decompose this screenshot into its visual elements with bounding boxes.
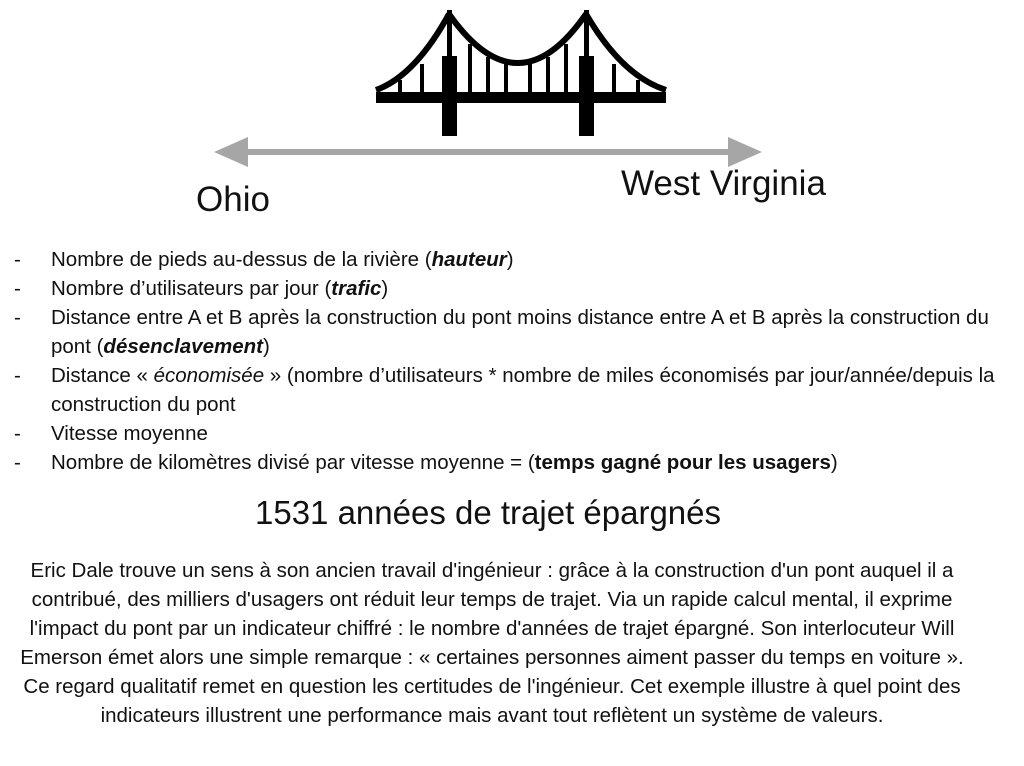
body-paragraph: Eric Dale trouve un sens à son ancien travail d'ingénieur : grâce à la construction d'un pont auquel il a contribué, des milliers d'usagers ont réduit leur temps de trajet. Via un rapide calcul mental, il exprime l'impact du pont par un indicateur chiffré : le nombre d'années de trajet épargné. Son interlocuteur Will Emerson émet alors une simple remarque : « certaines personnes aiment passer du temps en voiture ». Ce regard qualitatif remet en question les certitudes de l'ingénieur. Cet exemple illustre à quel point des indicateurs illustrent une performance mais avant tout reflètent un système de valeurs. [20,559,964,727]
list-item: - Distance « économisée » (nombre d’utilisateurs * nombre de miles économisés par jour/année/depuis la construction du pont [14,364,995,416]
suspension-bridge-icon [370,6,670,138]
label-west-virginia: West Virginia [621,164,826,203]
list-item: - Nombre de kilomètres divisé par vitesse moyenne = (temps gagné pour les usagers) [14,451,838,474]
headline: 1531 années de trajet épargnés [254,494,722,531]
label-ohio: Ohio [196,180,270,219]
list-item: - Vitesse moyenne [14,422,208,445]
list-item: - Nombre de pieds au-dessus de la rivière (hauteur) [14,248,514,271]
list-item: - Nombre d’utilisateurs par jour (trafic) [14,277,389,300]
list-item: - Distance entre A et B après la construction du pont moins distance entre A et B après la construction du pont (désenclavement) [14,306,989,358]
indicator-list [14,245,1004,477]
